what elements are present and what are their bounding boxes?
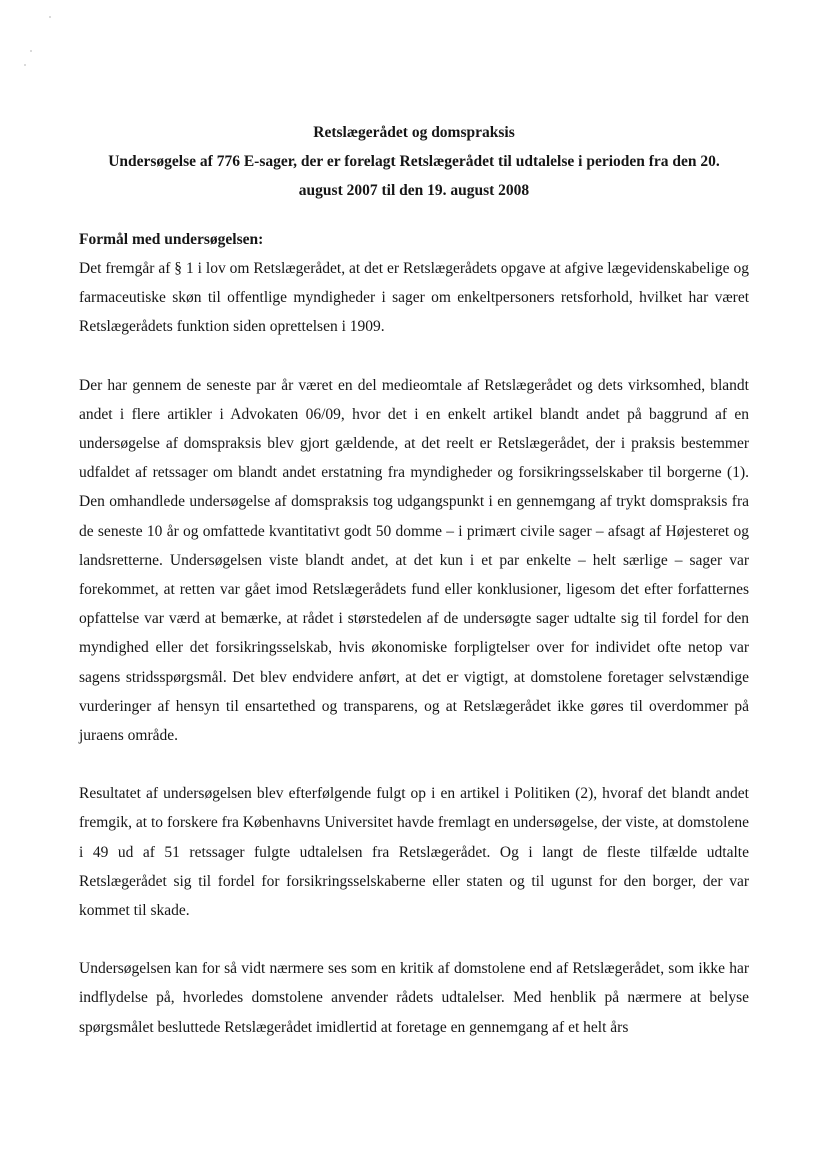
paragraph-1: Det fremgår af § 1 i lov om Retslægerådet, at det er Retslægerådets opgave at afgive lægevidenskabelige og farmaceutiske skøn til offentlige myndigheder i sager om enkeltpersoners retsforhold, hvilket har været Retslægerådets funktion siden oprettelsen i 1909. (79, 260, 749, 336)
document-subtitle-line-2: august 2007 til den 19. august 2008 (298, 182, 530, 199)
title-block (79, 118, 749, 205)
document-subtitle-line-1: Undersøgelse af 776 E-sager, der er forelagt Retslægerådet til udtalelse i perioden fra den 20. (108, 153, 720, 170)
scan-speck (24, 64, 26, 66)
scan-speck (49, 16, 51, 18)
document-page (79, 118, 749, 1042)
paragraph-4: Undersøgelsen kan for så vidt nærmere ses som en kritik af domstolene end af Retslægerådet, som ikke har indflydelse på, hvorledes domstolene anvender rådets udtalelser. Med henblik på nærmere at belyse spørgsmålet besluttede Retslægerådet imidlertid at foretage en gennemgang af et helt års (79, 960, 749, 1036)
section-heading: Formål med undersøgelsen: (79, 231, 264, 248)
document-title: Retslægerådet og domspraksis (313, 124, 515, 141)
scan-speck (30, 50, 32, 52)
paragraph-3: Resultatet af undersøgelsen blev efterfølgende fulgt op i en artikel i Politiken (2), hvoraf det blandt andet fremgik, at to forskere fra Københavns Universitet havde fremlagt en undersøgelse, der viste, at domstolene i 49 ud af 51 retssager fulgte udtalelsen fra Retslægerådet. Og i langt de fleste tilfælde udtalte Retslægerådet sig til fordel for forsikringsselskaberne eller staten og til ugunst for den borger, der var kommet til skade. (79, 785, 749, 920)
paragraph-2: Der har gennem de seneste par år været en del medieomtale af Retslægerådet og dets virksomhed, blandt andet i flere artikler i Advokaten 06/09, hvor det i en enkelt artikel blandt andet på baggrund af en undersøgelse af domspraksis blev gjort gældende, at det reelt er Retslægerådet, der i praksis bestemmer udfaldet af retssager om blandt andet erstatning fra myndigheder og forsikringsselskaber til borgerne (1). Den omhandlede undersøgelse af domspraksis tog udgangspunkt i en gennemgang af trykt domspraksis fra de seneste 10 år og omfattede kvantitativt godt 50 domme – i primært civile sager – afsagt af Højesteret og landsretterne. Undersøgelsen viste blandt andet, at det kun i et par enkelte – helt særlige – sager var forekommet, at retten var gået imod Retslægerådets fund eller konklusioner, ligesom det efter forfatternes opfattelse var værd at bemærke, at rådet i størstedelen af de undersøgte sager udtalte sig til fordel for den myndighed eller det forsikringsselskab, hvis økonomiske forpligtelser over for individet ofte netop var sagens stridsspørgsmål. Det blev endvidere anført, at det er vigtigt, at domstolene foretager selvstændige vurderinger af hensyn til ensartethed og transparens, og at Retslægerådet ikke gøres til overdommer på juraens område. (79, 376, 749, 745)
